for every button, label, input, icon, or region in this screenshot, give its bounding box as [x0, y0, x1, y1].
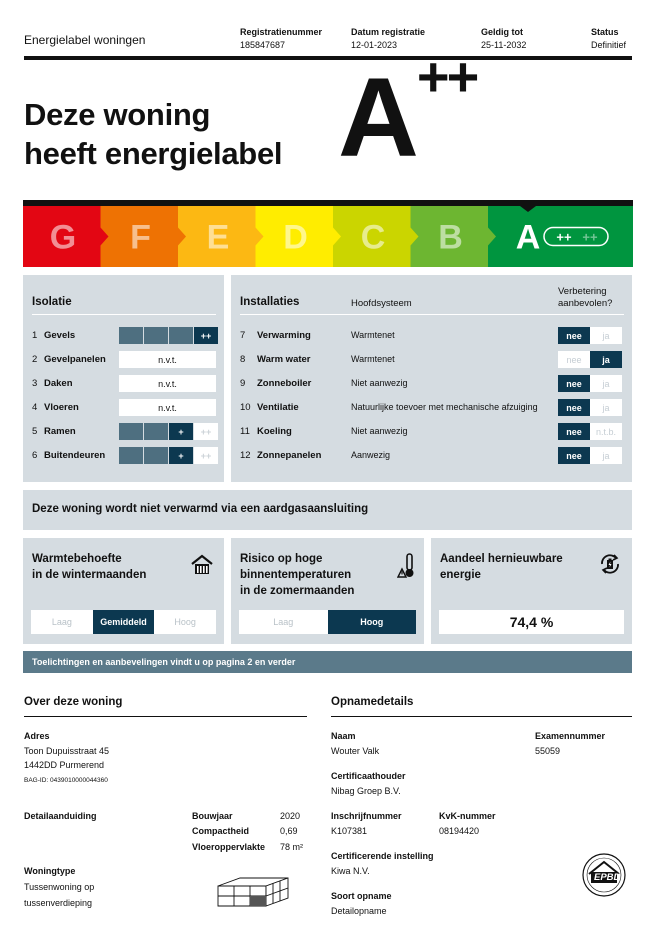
- isolatie-num: 5: [32, 426, 38, 437]
- scale-letter-d: D: [283, 218, 308, 257]
- isolatie-num: 3: [32, 378, 38, 389]
- isolatie-row: [23, 423, 224, 440]
- scale-letter-c: C: [360, 218, 386, 257]
- cert-value: Nibag Groep B.V.: [331, 786, 401, 796]
- installatie-system: Niet aanwezig: [351, 378, 408, 388]
- installatie-row: [231, 351, 632, 368]
- exam-label: Examennummer: [535, 731, 606, 741]
- isolatie-row: [23, 399, 224, 416]
- isolatie-name: Vloeren: [44, 402, 79, 413]
- verbetering-toggle: nee ja: [558, 399, 622, 416]
- hernieuwbaar-value: 74,4 %: [439, 610, 624, 634]
- isolatie-rating-bar: ++: [119, 327, 219, 344]
- reg-date-field: Datum registratie 12-01-2023: [351, 27, 426, 50]
- header-rule: [24, 56, 632, 60]
- woningtype-label: Woningtype: [24, 866, 76, 876]
- vloer-value: 78 m²: [280, 842, 304, 852]
- risico-title: Risico op hoge binnentemperaturen in de zomermaanden: [240, 553, 355, 597]
- opname-title: Opnamedetails: [331, 696, 414, 708]
- isolatie-panel: [23, 275, 224, 482]
- warmte-scale: [31, 610, 216, 634]
- kvk-value: 08194420: [439, 826, 480, 836]
- isolatie-nvt: n.v.t.: [119, 351, 216, 368]
- warmte-hoog: Hoog: [174, 617, 196, 627]
- installatie-name: Koeling: [257, 426, 292, 437]
- woningtype-line2: tussenverdieping: [24, 898, 93, 908]
- isolatie-num: 6: [32, 450, 38, 461]
- gas-panel: [23, 490, 632, 530]
- hoofdsysteem-header: Hoofdsysteem: [351, 298, 412, 309]
- bag-id: BAG-ID: 0439010000044360: [24, 777, 108, 784]
- bouwjaar-value: 2020: [280, 811, 301, 821]
- installatie-row: [231, 327, 632, 344]
- isolatie-title: Isolatie: [32, 296, 72, 308]
- building-type-icon: [214, 868, 294, 908]
- installatie-num: 9: [240, 378, 246, 389]
- naam-label: Naam: [331, 731, 356, 741]
- epbd-logo: EPBD: [581, 852, 627, 898]
- inschrijf-label: Inschrijfnummer: [331, 811, 402, 821]
- isolatie-nvt: n.v.t.: [119, 399, 216, 416]
- opname-rule: [331, 716, 632, 717]
- isolatie-name: Gevels: [44, 330, 76, 341]
- installatie-num: 8: [240, 354, 246, 365]
- status-field: Status Definitief: [591, 27, 627, 50]
- kvk-label: KvK-nummer: [439, 811, 496, 821]
- plus-inactive: ++: [582, 229, 598, 245]
- isolatie-num: 1: [32, 330, 38, 341]
- woningtype-line1: Tussenwoning op: [24, 882, 95, 892]
- adres-line2: 1442DD Purmerend: [24, 760, 105, 770]
- reg-number-field: Registratienummer 185847687: [240, 27, 323, 50]
- isolatie-row: [23, 327, 224, 344]
- info-banner-text: Toelichtingen en aanbevelingen vindt u op pagina 2 en verder: [32, 657, 296, 667]
- energy-label-big: A++: [338, 44, 477, 180]
- energy-scale: [23, 200, 633, 267]
- instelling-label: Certificerende instelling: [331, 851, 434, 861]
- radiator-house-icon: [190, 554, 214, 576]
- headline: Deze woning heeft energielabel: [24, 97, 283, 171]
- hernieuwbaar-title: Aandeel hernieuwbare energie: [440, 553, 563, 581]
- vloer-label: Vloeroppervlakte: [192, 842, 266, 852]
- plus-active: ++: [556, 229, 572, 245]
- warmte-panel: [23, 538, 224, 644]
- over-rule: [24, 716, 307, 717]
- renewable-battery-icon: [598, 552, 622, 576]
- verbetering-toggle: nee ja: [558, 447, 622, 464]
- isolatie-row: [23, 351, 224, 368]
- valid-until-field: Geldig tot 25-11-2032: [481, 27, 527, 50]
- risico-panel: [231, 538, 424, 644]
- isolatie-num: 2: [32, 354, 38, 365]
- verbetering-toggle: nee ja: [558, 351, 622, 368]
- document-type: Energielabel woningen: [24, 33, 146, 47]
- warmte-title: Warmtebehoefte in de wintermaanden: [32, 553, 147, 581]
- naam-value: Wouter Valk: [331, 746, 380, 756]
- scale-letter-e: E: [206, 218, 230, 257]
- gas-text: Deze woning wordt niet verwarmd via een aardgasaansluiting: [32, 503, 369, 515]
- soort-label: Soort opname: [331, 891, 392, 901]
- instelling-value: Kiwa N.V.: [331, 866, 370, 876]
- bouwjaar-label: Bouwjaar: [192, 811, 233, 821]
- installaties-title: Installaties: [240, 296, 300, 308]
- hernieuwbaar-panel: [431, 538, 632, 644]
- installatie-name: Zonneboiler: [257, 378, 312, 389]
- compact-value: 0,69: [280, 826, 298, 836]
- thermometer-warning-icon: [397, 553, 417, 579]
- isolatie-num: 4: [32, 402, 38, 413]
- isolatie-name: Buitendeuren: [44, 450, 106, 461]
- isolatie-name: Ramen: [44, 426, 76, 437]
- installatie-num: 7: [240, 330, 246, 341]
- installatie-row: [231, 399, 632, 416]
- installatie-name: Verwarming: [257, 330, 311, 341]
- verbetering-toggle: nee ja: [558, 375, 622, 392]
- warmte-gemiddeld: Gemiddeld: [93, 610, 155, 634]
- cert-label: Certificaathouder: [331, 771, 406, 781]
- installatie-system: Niet aanwezig: [351, 426, 408, 436]
- installaties-panel: [231, 275, 632, 482]
- soort-value: Detailopname: [331, 906, 387, 916]
- detail-label: Detailaanduiding: [24, 811, 97, 821]
- risico-laag: Laag: [273, 617, 294, 627]
- inschrijf-value: K107381: [331, 826, 368, 836]
- info-banner: [23, 651, 632, 673]
- scale-letter-g: G: [49, 218, 77, 257]
- isolatie-row: [23, 447, 224, 464]
- scale-letter-a: A: [515, 218, 541, 257]
- adres-label: Adres: [24, 731, 50, 741]
- scale-letter-f: F: [130, 218, 151, 257]
- over-title: Over deze woning: [24, 696, 123, 708]
- verbetering-toggle: nee ja: [558, 327, 622, 344]
- isolatie-name: Gevelpanelen: [44, 354, 106, 365]
- risico-hoog: Hoog: [328, 610, 417, 634]
- scale-letter-b: B: [438, 218, 463, 257]
- installatie-system: Natuurlijke toevoer met mechanische afzuiging: [351, 402, 538, 412]
- installatie-name: Warm water: [257, 354, 311, 365]
- installatie-row: [231, 423, 632, 440]
- installatie-row: [231, 447, 632, 464]
- compact-label: Compactheid: [192, 826, 250, 836]
- verbetering-header: Verbetering aanbevolen?: [558, 286, 613, 309]
- exam-value: 55059: [535, 746, 561, 756]
- installatie-num: 12: [240, 450, 251, 461]
- verbetering-toggle: nee n.t.b.: [558, 423, 622, 440]
- installatie-system: Aanwezig: [351, 450, 391, 460]
- installatie-system: Warmtenet: [351, 330, 395, 340]
- installatie-name: Zonnepanelen: [257, 450, 322, 461]
- risico-scale: [239, 610, 416, 634]
- installatie-row: [231, 375, 632, 392]
- isolatie-rating-bar: + ++: [119, 447, 219, 464]
- installatie-num: 11: [240, 426, 250, 437]
- installatie-system: Warmtenet: [351, 354, 395, 364]
- scale-top-rule: [23, 200, 633, 206]
- isolatie-name: Daken: [44, 378, 73, 389]
- installatie-num: 10: [240, 402, 251, 413]
- isolatie-nvt: n.v.t.: [119, 375, 216, 392]
- isolatie-row: [23, 375, 224, 392]
- warmte-laag: Laag: [51, 617, 72, 627]
- adres-line1: Toon Dupuisstraat 45: [24, 746, 110, 756]
- isolatie-rating-bar: + ++: [119, 423, 219, 440]
- installatie-name: Ventilatie: [257, 402, 299, 413]
